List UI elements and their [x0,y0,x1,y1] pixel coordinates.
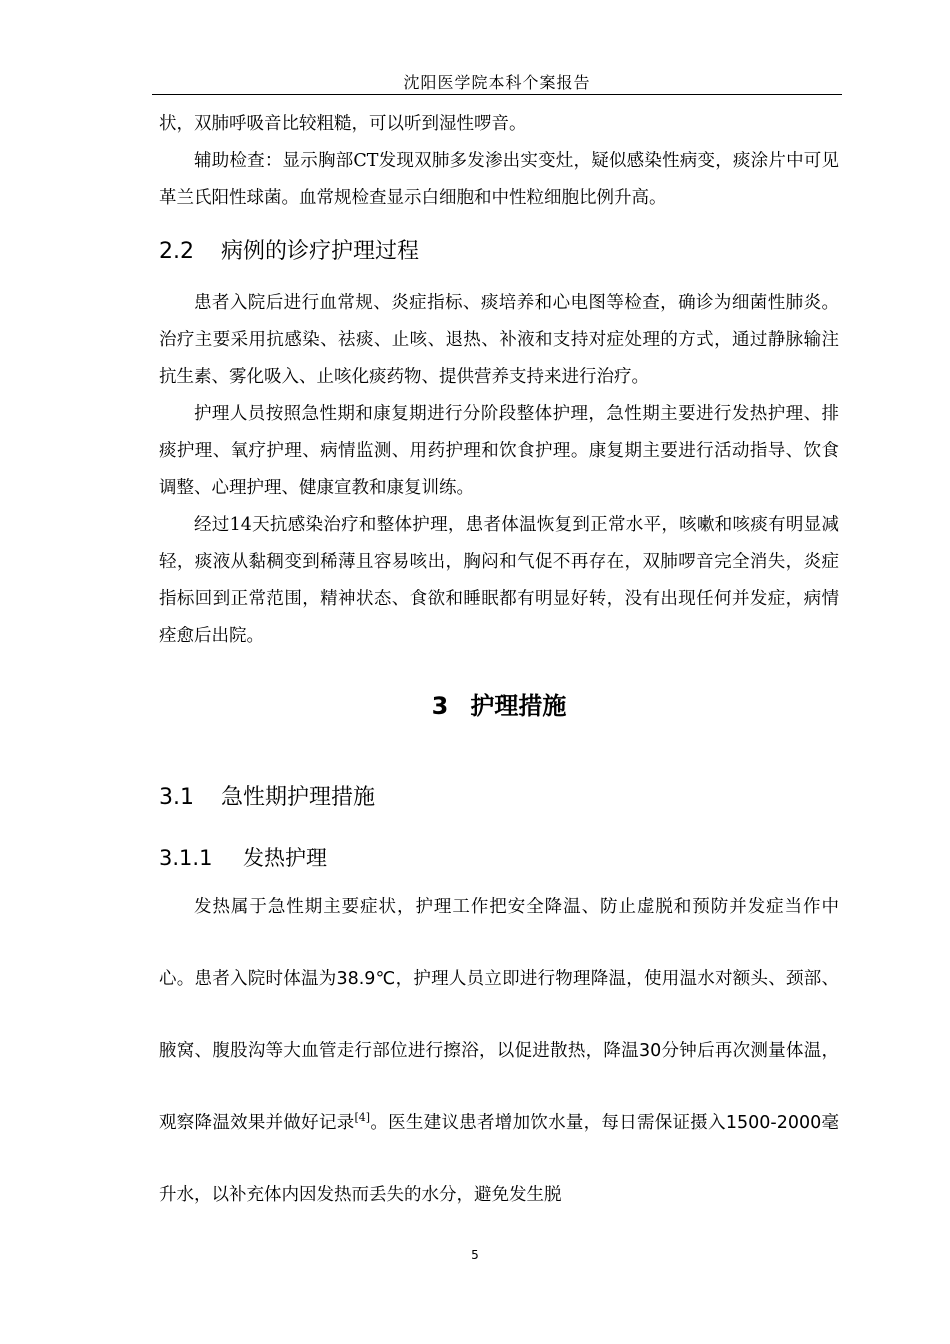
section-number: 3.1 [159,785,194,810]
header-rule [152,94,842,95]
text-segment: ，护理人员立即进行物理降温，使用温水对额头、颈部、腋窝、腹股沟等大血管走行部位进行擦浴，以促进散热，降温 [159,969,840,1061]
section-title: 急性期护理措施 [221,785,376,810]
subsection-heading-3-1-1 [159,843,839,873]
paragraph-nursing-stages: 护理人员按照急性期和康复期进行分阶段整体护理，急性期主要进行发热护理、排痰护理、氧疗护理、病情监测、用药护理和饮食护理。康复期主要进行活动指导、饮食调整、心理护理、健康宣教和康复训练。 [159,404,839,498]
subsection-number: 3.1.1 [159,846,213,870]
text-segment: 发热属于急性期主要症状，护理工作把安全降温、防止虚脱和预防并发症当作中心。患者入院时体温为 [159,897,839,989]
main-content [159,106,839,1231]
paragraph-outcome: 经过14天抗感染治疗和整体护理，患者体温恢复到正常水平，咳嗽和咳痰有明显减轻，痰液从黏稠变到稀薄且容易咳出，胸闷和气促不再存在，双肺啰音完全消失，炎症指标回到正常范围，精神状态、食欲和睡眠都有明显好转，没有出现任何并发症，病情痊愈后出院。 [159,515,839,646]
section-heading-3-1 [159,783,839,813]
section-heading-2-2 [159,237,839,267]
paragraph-fever-nursing [159,871,839,1231]
chapter-title: 护理措施 [470,692,567,720]
text-segment: 毫升水，以补充体内因发热而丢失的水分，避免发生脱 [159,1113,840,1205]
paragraph-auxiliary-exam: 辅助检查：显示胸部CT发现双肺多发渗出实变灶，疑似感染性病变，痰涂片中可见革兰氏阳性球菌。血常规检查显示白细胞和中性粒细胞比例升高。 [159,151,839,208]
minutes-value: 30 [638,1041,662,1061]
page-header: 沈阳医学院本科个案报告 [403,73,591,92]
fever-nursing-body [159,871,839,1231]
citation-reference: [4] [354,1111,371,1125]
page-number: 5 [471,1248,479,1262]
text-segment: 。医生建议患者增加饮水量，每日需保证摄入 [370,1113,726,1133]
section-title: 病例的诊疗护理过程 [221,239,420,264]
chapter-number: 3 [431,692,449,720]
paragraph-continuation: 状，双肺呼吸音比较粗糙，可以听到湿性啰音。 [159,114,527,134]
temperature-value: 38.9℃ [336,969,396,989]
subsection-title: 发热护理 [243,846,327,870]
text-segment: 分钟后再次测量体温，观察降温效果并做好记录 [159,1041,840,1133]
water-intake-value: 1500-2000 [725,1113,822,1133]
chapter-heading-3 [159,689,839,723]
paragraph-treatment: 患者入院后进行血常规、炎症指标、痰培养和心电图等检查，确诊为细菌性肺炎。治疗主要采用抗感染、祛痰、止咳、退热、补液和支持对症处理的方式，通过静脉输注抗生素、雾化吸入、止咳化痰药物、提供营养支持来进行治疗。 [159,293,839,387]
section-number: 2.2 [159,239,194,264]
